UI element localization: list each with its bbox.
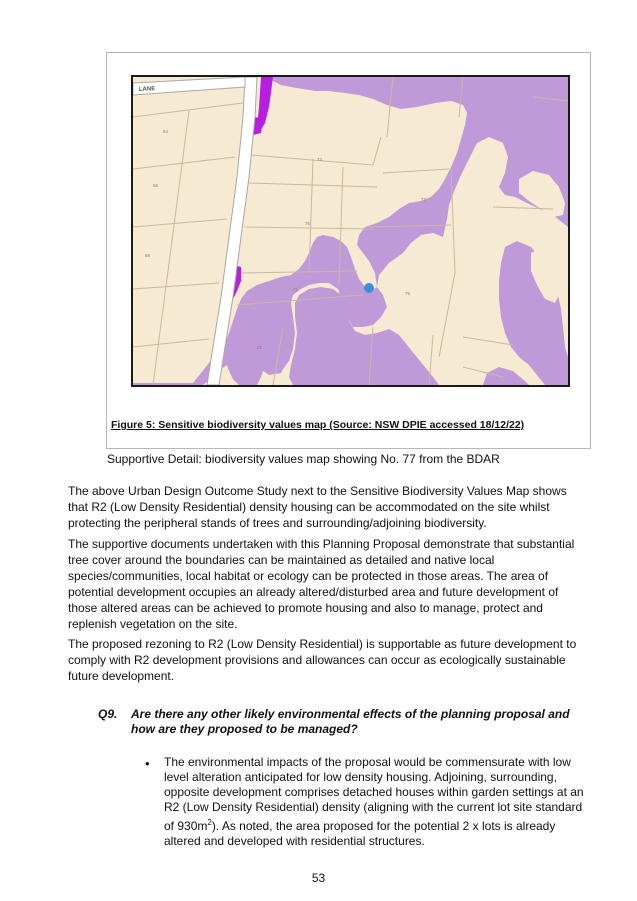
bullet-marker: • (145, 756, 150, 771)
bullet-text (164, 755, 584, 849)
site-marker (364, 283, 374, 293)
paragraph-urban-design: The above Urban Design Outcome Study next to the Sensitive Biodiversity Values Map shows that R2 (Low Density Residential) density housing can be accommodated on the site whilst protecting the peripheral stands of trees and surrounding/adjoining biodiversity. (68, 484, 567, 530)
bullet-superscript: 2 (207, 818, 212, 827)
bullet-text-part-2: ). As noted, the area proposed for the potential 2 x lots is already altered and developed with residential structures. (164, 819, 556, 848)
lane-label: LANE (138, 86, 156, 93)
lot-label: 21 (257, 345, 263, 350)
lot-label: 75 (405, 291, 411, 296)
paragraph-rezoning: The proposed rezoning to R2 (Low Density Residential) is supportable as future development to comply with R2 development provisions and allowances can occur as ecologically sustainable future development. (68, 637, 577, 683)
lot-label: 71 (293, 287, 299, 292)
lot-label: 65 (153, 183, 159, 188)
lot-label: 66 (145, 253, 151, 258)
figure-caption: Figure 5: Sensitive biodiversity values map (Source: NSW DPIE accessed 18/12/22) (111, 419, 525, 431)
paragraph-supportive-documents: The supportive documents undertaken with this Planning Proposal demonstrate that substantial tree cover around the boundaries can be maintained as detailed and native local species/communities, local habitat or ecology can be protected in those areas. The area of potential development occupies an already altered/disturbed area and future development of those altered areas can be achieved to promote housing and also to manage, protect and replenish vegetation on the site. (68, 537, 575, 631)
question-number: Q9. (98, 707, 118, 721)
supportive-detail: Supportive Detail: biodiversity values map showing No. 77 from the BDAR (107, 452, 500, 466)
page-number: 53 (311, 871, 326, 885)
lot-label: 77 (421, 197, 427, 202)
map-graphic (133, 77, 568, 385)
lot-label: 64 (163, 129, 169, 134)
question-text: Are there any other likely environmental effects of the planning proposal and how are they proposed to be managed? (131, 707, 570, 736)
biodiversity-map (131, 75, 570, 387)
lot-label: 76 (305, 221, 311, 226)
lot-label: 73 (317, 157, 323, 162)
bullet-text-part-1: The environmental impacts of the proposal would be commensurate with low level alteration anticipated for low density housing. Adjoining, surrounding, opposite development comprises detached houses within garden settings at an R2 (Low Density Residential) density (aligning with the current lot site standard of 930m (164, 755, 584, 833)
